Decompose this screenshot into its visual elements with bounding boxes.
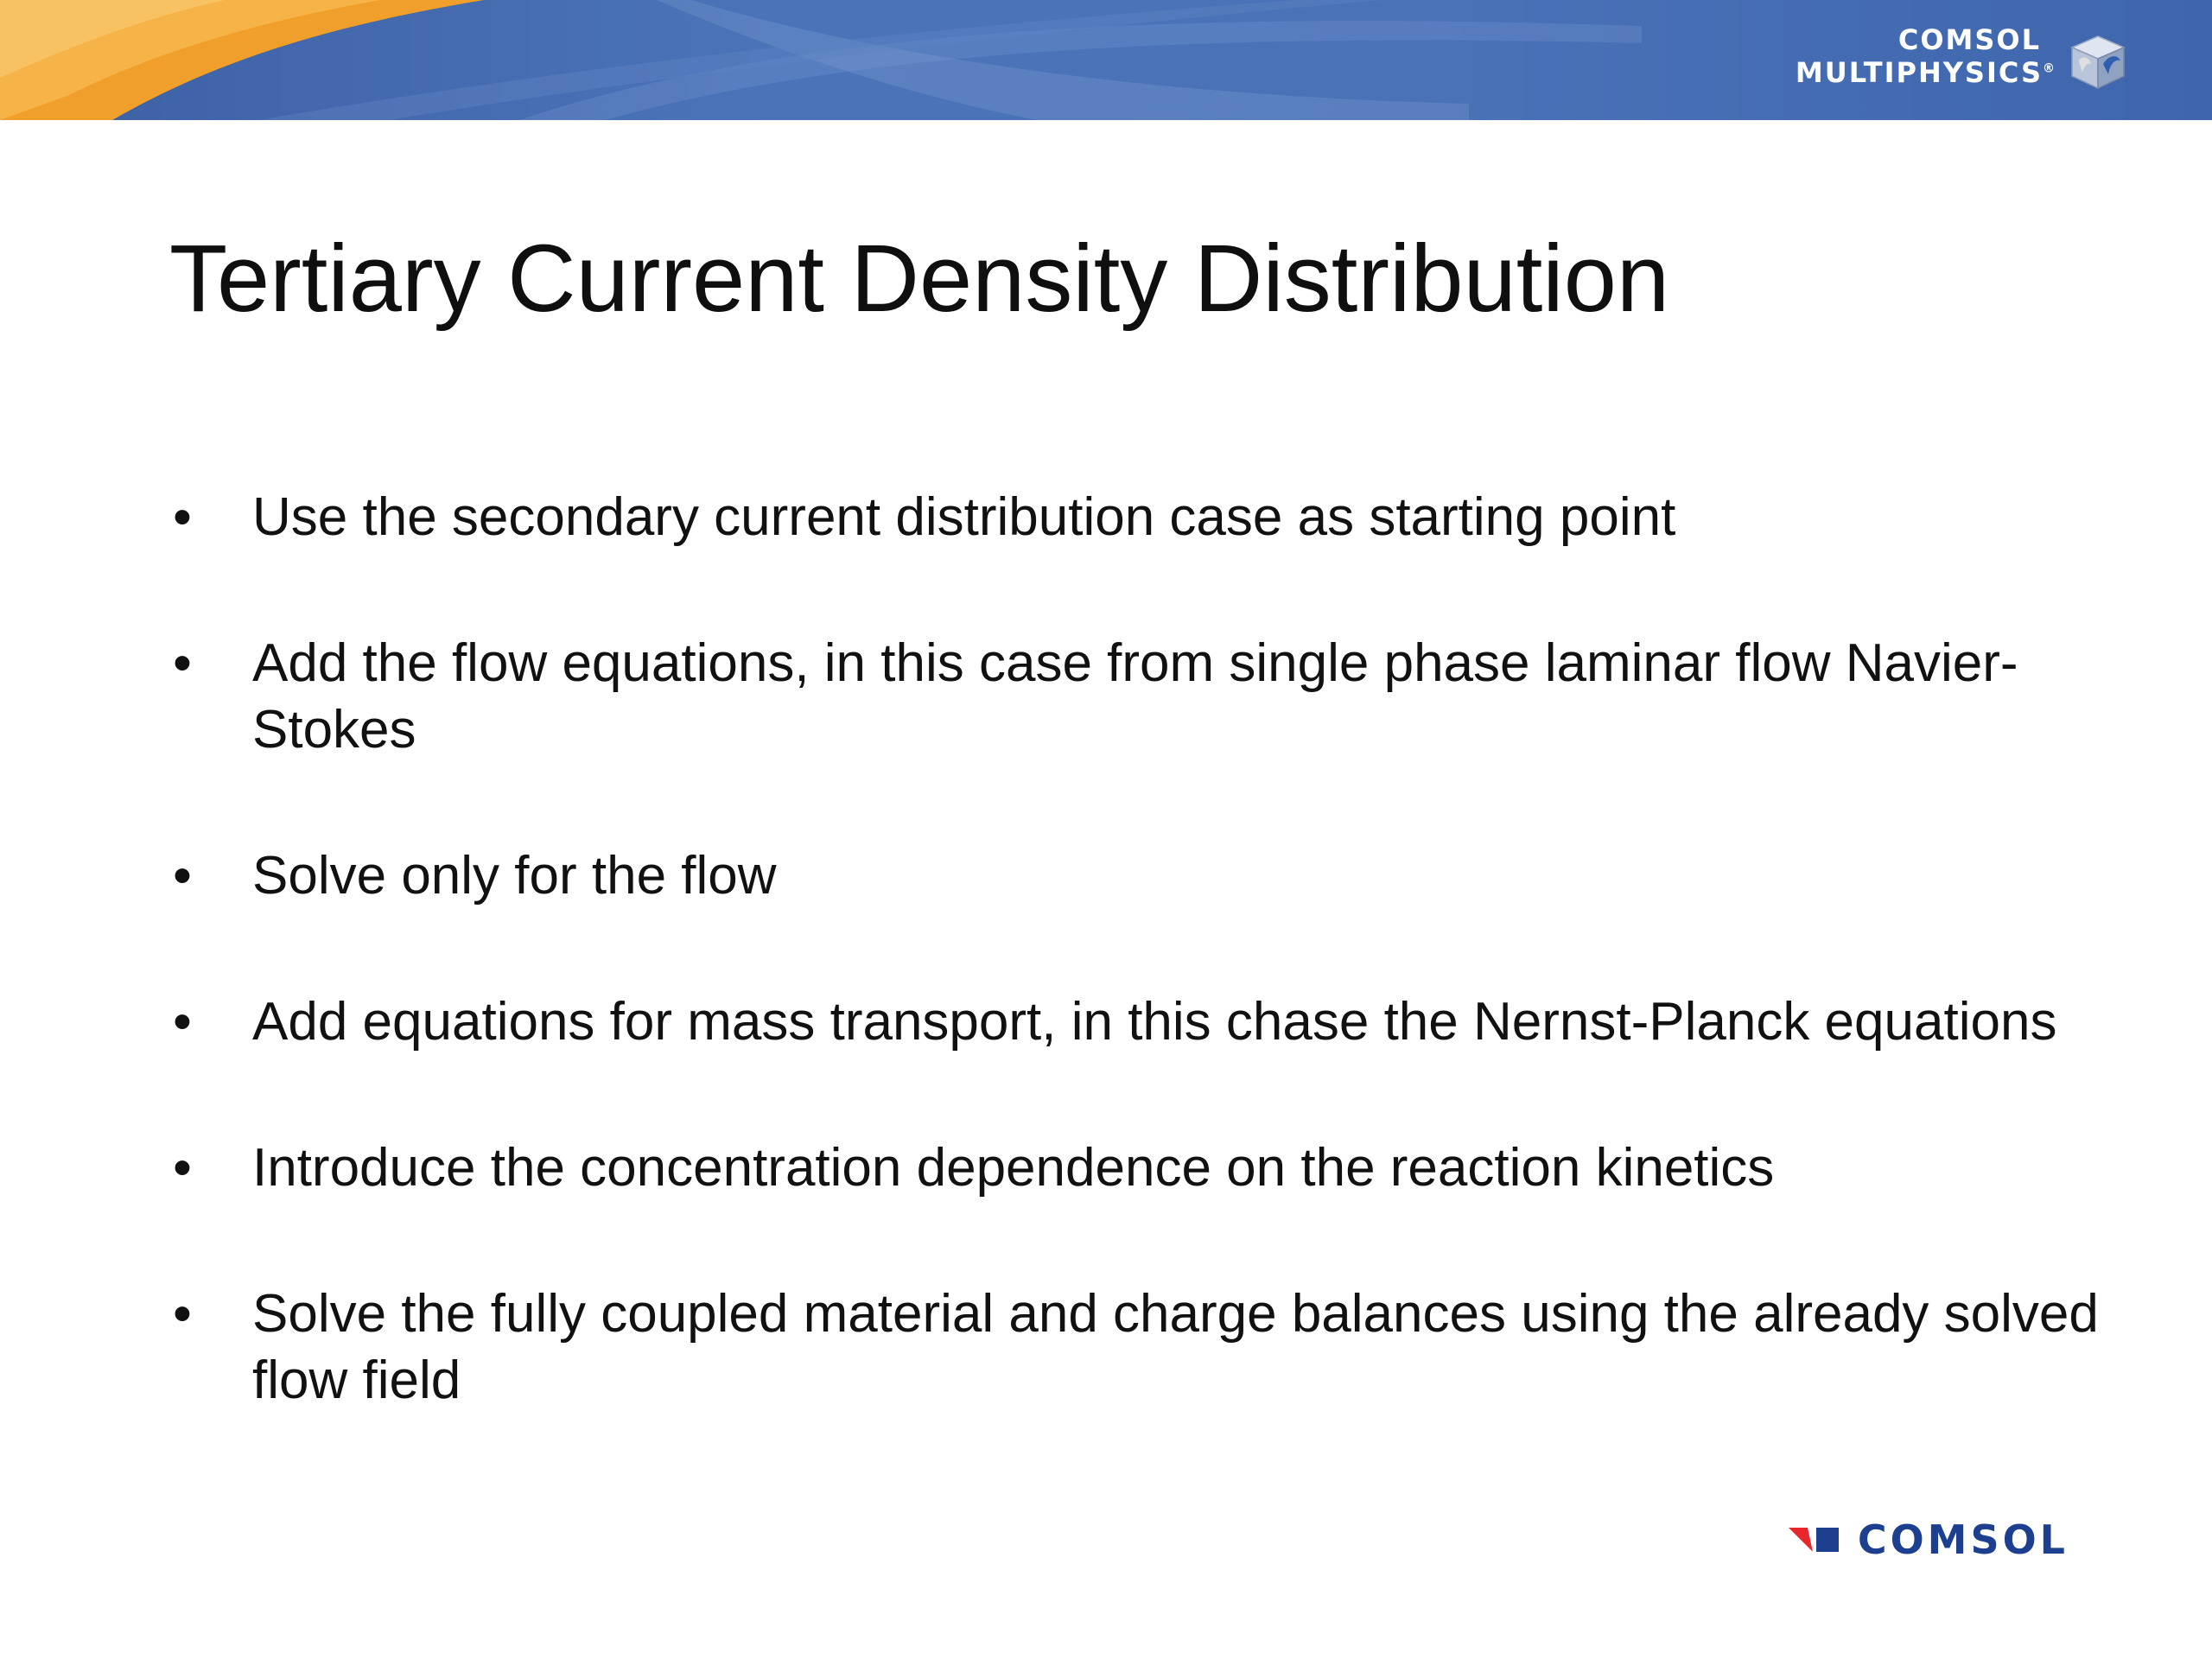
list-item [169, 484, 2113, 550]
list-item [169, 988, 2113, 1055]
list-item [169, 1135, 2113, 1201]
footer-logo-text: COMSOL [1857, 1516, 2069, 1563]
bullet-symbol: • [173, 1284, 192, 1344]
bullet-symbol: • [173, 487, 192, 547]
bullet-symbol: • [173, 846, 192, 906]
registered-mark: ® [2043, 61, 2056, 76]
comsol-cube-icon [2063, 26, 2133, 95]
bullet-text: Solve the fully coupled material and charge balances using the already solved flow field [252, 1284, 2099, 1410]
bullet-text: Use the secondary current distribution case as starting point [252, 487, 1676, 547]
list-item [169, 1281, 2113, 1414]
footer-comsol-logo [1789, 1514, 2069, 1566]
bullet-text: Introduce the concentration dependence on the reaction kinetics [252, 1138, 1775, 1198]
bullet-text: Solve only for the flow [252, 846, 777, 906]
header-banner [0, 0, 2212, 120]
bullet-text: Add the flow equations, in this case from single phase laminar flow Navier-Stokes [252, 633, 2018, 760]
page-title: Tertiary Current Density Distribution [169, 226, 1670, 332]
list-item [169, 842, 2113, 909]
comsol-mark-icon [1789, 1522, 1846, 1557]
bullet-symbol: • [173, 992, 192, 1052]
bullet-list [169, 484, 2113, 1414]
bullet-symbol: • [173, 633, 192, 693]
brand-line2-text: MULTIPHYSICS [1795, 56, 2043, 89]
brand-line2 [1745, 56, 2056, 89]
bullet-text: Add equations for mass transport, in this chase the Nernst-Planck equations [252, 992, 2057, 1052]
list-item [169, 630, 2113, 763]
comsol-multiphysics-logo [1745, 23, 2056, 95]
brand-line1: COMSOL [1897, 23, 2041, 56]
bullet-symbol: • [173, 1138, 192, 1198]
